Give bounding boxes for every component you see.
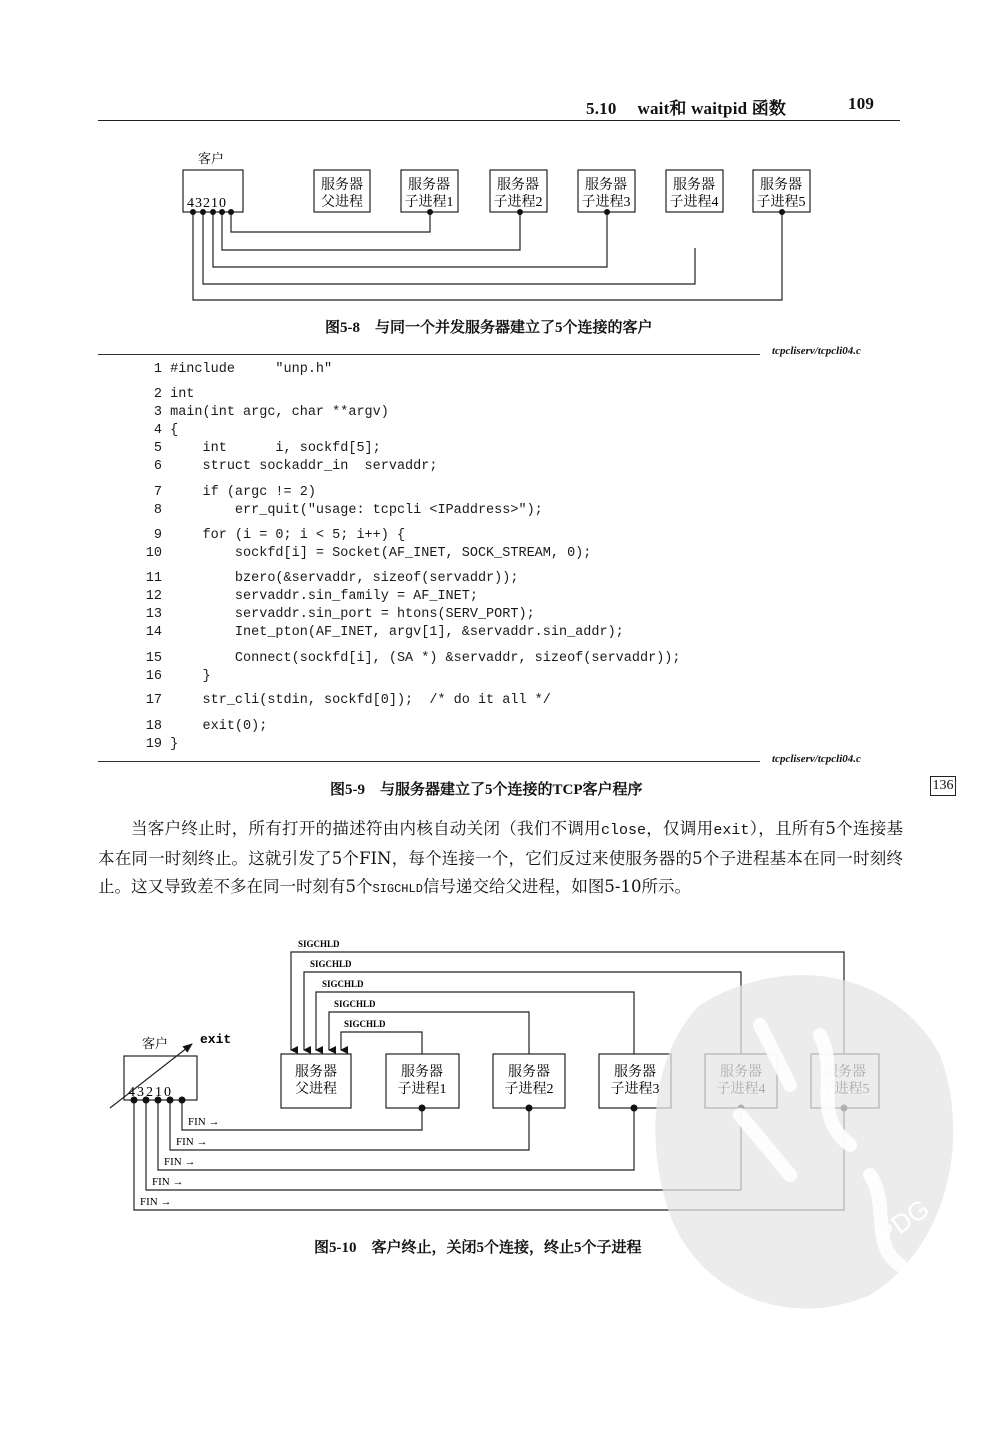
code-line-number: 10 xyxy=(145,546,162,561)
pdg-watermark xyxy=(640,945,970,1325)
fig510-fin-label-1: FIN → xyxy=(188,1116,220,1128)
code-line-text: bzero(&servaddr, sizeof(servaddr)); xyxy=(170,571,519,586)
code-line-text: Inet_pton(AF_INET, argv[1], &servaddr.sin_addr); xyxy=(170,625,624,640)
fig510-child2-box xyxy=(493,1054,565,1108)
page-number: 109 xyxy=(848,94,875,113)
code-line-text: sockfd[i] = Socket(AF_INET, SOCK_STREAM, 0); xyxy=(170,546,592,561)
code-line xyxy=(140,607,535,622)
code-line-number: 9 xyxy=(153,528,162,543)
fig58-caption: 图5-8 与同一个并发服务器建立了5个连接的客户 xyxy=(325,320,653,336)
fig510-client-label: 客户 xyxy=(142,1036,169,1051)
fig58-parent-l2: 父进程 xyxy=(321,195,363,210)
code-line xyxy=(140,651,681,666)
svg-text:子进程4: 子进程4 xyxy=(669,195,719,210)
code-line xyxy=(140,693,551,708)
svg-text:服务器: 服务器 xyxy=(673,178,715,193)
code-line xyxy=(140,669,211,684)
code-line-text: servaddr.sin_family = AF_INET; xyxy=(170,589,478,604)
code-line-text: str_cli(stdin, sockfd[0]); /* do it all */ xyxy=(170,693,551,708)
code-line xyxy=(140,571,518,586)
fig510-fin-3 xyxy=(158,1100,634,1170)
svg-text:服务器: 服务器 xyxy=(760,178,802,193)
code-filename-bottom: tcpcliserv/tcpcli04.c xyxy=(772,753,861,765)
code-line-number: 8 xyxy=(153,503,162,518)
code-sigchld: SIGCHLD xyxy=(372,882,423,896)
code-line-text: int i, sockfd[5]; xyxy=(170,441,381,456)
code-line xyxy=(140,528,405,543)
code-line xyxy=(140,503,543,518)
fig510-sigchld-1 xyxy=(341,1032,422,1054)
svg-text:子进程1: 子进程1 xyxy=(397,1082,447,1097)
fig510-caption: 图5-10 客户终止，关闭5个连接，终止5个子进程 xyxy=(314,1240,642,1256)
svg-text:服务器: 服务器 xyxy=(295,1065,337,1080)
svg-text:服务器: 服务器 xyxy=(585,178,627,193)
code-line-number: 2 xyxy=(153,387,162,402)
svg-text:子进程2: 子进程2 xyxy=(504,1082,554,1097)
code-line xyxy=(140,485,316,500)
code-line xyxy=(140,405,389,420)
svg-text:父进程: 父进程 xyxy=(295,1082,337,1097)
code-line-number: 1 xyxy=(153,362,162,377)
fig510-fin-label-5: FIN → xyxy=(140,1196,172,1208)
fig58-client-ports: 43210 xyxy=(187,196,227,211)
fig510-client-ports: 43210 xyxy=(128,1085,173,1100)
fig58-conn-2 xyxy=(222,212,520,250)
code-line-text: } xyxy=(170,737,179,752)
body-paragraph: 当客户终止时，所有打开的描述符由内核自动关闭（我们不调用close，仅调用exit），且所有5个连接基本在同一时刻终止。这就引发了5个FIN，每个连接一个，它们反过来使服务器的5个子进程基本在同一时刻终止。这又导致差不多在同一时刻有5个SIGCHLD信号递交给父进程，如图5-10所示。 xyxy=(98,819,904,896)
svg-text:服务器: 服务器 xyxy=(508,1065,550,1080)
fig510-fin-label-2: FIN → xyxy=(176,1136,208,1148)
fig510-exit-label: exit xyxy=(200,1032,232,1047)
code-line-text: } xyxy=(170,669,211,684)
code-line-number: 19 xyxy=(145,737,162,752)
code-top-rule xyxy=(98,354,760,355)
section-title: wait和 waitpid 函数 xyxy=(637,99,787,118)
fig58-client-label: 客户 xyxy=(198,151,225,166)
code-line-text: struct sockaddr_in servaddr; xyxy=(170,459,438,474)
code-exit: exit xyxy=(713,822,750,839)
code-line-text: main(int argc, char **argv) xyxy=(170,405,389,420)
code-line-number: 17 xyxy=(145,693,162,708)
svg-text:服务器: 服务器 xyxy=(497,178,539,193)
code-line-number: 5 xyxy=(153,441,162,456)
svg-text:子进程2: 子进程2 xyxy=(493,195,543,210)
code-line-number: 16 xyxy=(145,669,162,684)
code-line xyxy=(140,546,591,561)
code-line-number: 18 xyxy=(145,719,162,734)
code-line-text: if (argc != 2) xyxy=(170,485,316,500)
code-line-number: 6 xyxy=(153,459,162,474)
code-line-text: { xyxy=(170,423,179,438)
code-line-text: servaddr.sin_port = htons(SERV_PORT); xyxy=(170,607,535,622)
fig58-conn-1 xyxy=(231,212,430,232)
code-line-number: 7 xyxy=(153,485,162,500)
code-line xyxy=(140,459,437,474)
fig510-sigchld-label-3: SIGCHLD xyxy=(322,979,364,989)
code-bottom-rule xyxy=(98,761,760,762)
fig510-fin-label-4: FIN → xyxy=(152,1176,184,1188)
figure-5-8 xyxy=(0,0,983,320)
code-line-number: 3 xyxy=(153,405,162,420)
code-line xyxy=(140,387,194,402)
code-line-text: int xyxy=(170,387,195,402)
code-line-number: 14 xyxy=(145,625,162,640)
svg-text:子进程5: 子进程5 xyxy=(756,195,806,210)
code-line-text: err_quit("usage: tcpcli <IPaddress>"); xyxy=(170,503,543,518)
fig58-conn-5 xyxy=(193,212,782,300)
code-line xyxy=(140,362,332,377)
watermark-text: PDG xyxy=(871,1193,935,1250)
svg-text:服务器: 服务器 xyxy=(408,178,450,193)
fig58-conn-4 xyxy=(203,212,695,284)
fig510-parent-box xyxy=(281,1054,351,1108)
code-line-text: Connect(sockfd[i], (SA *) &servaddr, sizeof(servaddr)); xyxy=(170,651,681,666)
code-line xyxy=(140,423,178,438)
code-line xyxy=(140,589,478,604)
fig510-fin-label-3: FIN → xyxy=(164,1156,196,1168)
code-line-number: 12 xyxy=(145,589,162,604)
svg-text:服务器: 服务器 xyxy=(401,1065,443,1080)
fig58-conn-3 xyxy=(213,212,607,267)
code-line-text: exit(0); xyxy=(170,719,268,734)
fig510-sigchld-label-5: SIGCHLD xyxy=(298,939,340,949)
code-filename-top: tcpcliserv/tcpcli04.c xyxy=(772,345,861,357)
fig58-parent-l1: 服务器 xyxy=(321,178,363,193)
svg-text:子进程3: 子进程3 xyxy=(610,1082,660,1097)
code-line-text: #include "unp.h" xyxy=(170,362,333,377)
code-line-text: for (i = 0; i < 5; i++) { xyxy=(170,528,406,543)
fig510-sigchld-label-4: SIGCHLD xyxy=(310,959,352,969)
code-line-number: 4 xyxy=(153,423,162,438)
section-number: 5.10 xyxy=(586,99,617,118)
code-line-number: 13 xyxy=(145,607,162,622)
code-line-number: 15 xyxy=(145,651,162,666)
margin-page-number: 136 xyxy=(930,776,956,796)
svg-text:服务器: 服务器 xyxy=(614,1065,656,1080)
fig59-caption: 图5-9 与服务器建立了5个连接的TCP客户程序 xyxy=(330,782,643,798)
fig510-child1-box xyxy=(386,1054,459,1108)
fig510-sigchld-label-1: SIGCHLD xyxy=(344,1019,386,1029)
code-line-number: 11 xyxy=(145,571,162,586)
fig510-sigchld-label-2: SIGCHLD xyxy=(334,999,376,1009)
code-line xyxy=(140,625,624,640)
code-line xyxy=(140,441,381,456)
svg-text:子进程3: 子进程3 xyxy=(581,195,631,210)
code-line xyxy=(140,719,267,734)
svg-text:子进程1: 子进程1 xyxy=(404,195,454,210)
code-line xyxy=(140,737,178,752)
code-close: close xyxy=(600,822,646,839)
